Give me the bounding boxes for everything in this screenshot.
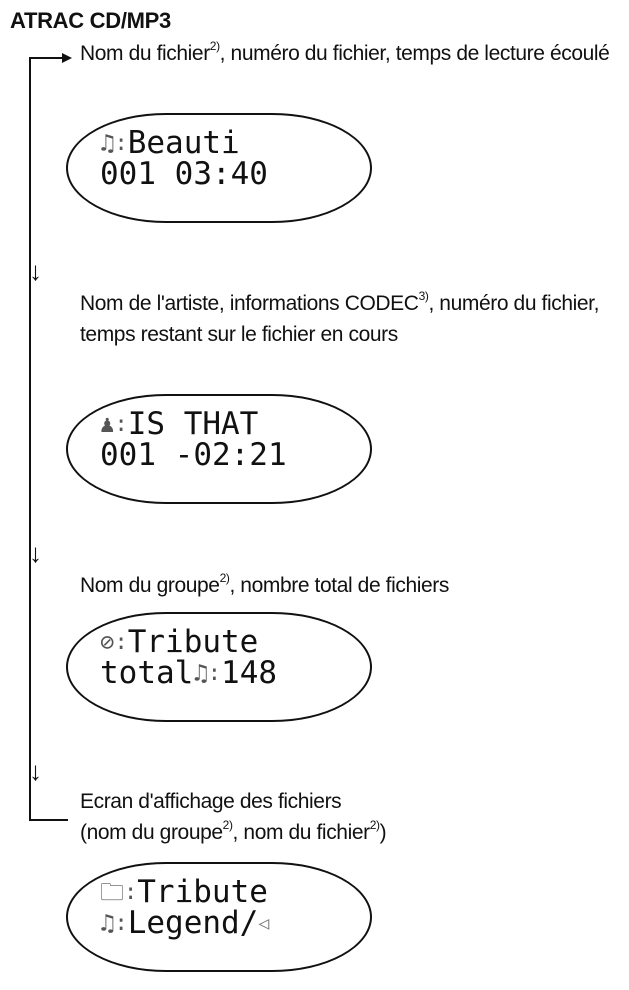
lcd-line-1: 🗀:Tribute (100, 874, 268, 910)
lcd-file-number-elapsed: 001 03:40 (100, 156, 268, 192)
step-2-description: Nom de l'artiste, informations CODEC$^{3)}$, numéro du fichier, temps restant sur le fichier en cours (80, 289, 600, 346)
folder-icon: 🗀 (100, 878, 124, 906)
down-arrow-2: ↓ (29, 538, 42, 568)
lcd-display-step-1 (66, 113, 372, 223)
lcd-display-step-4 (66, 862, 372, 972)
lcd-group-name: Tribute (127, 624, 259, 660)
lcd-line-2: total♫:148 (100, 655, 278, 691)
lcd-line-2 (100, 158, 268, 190)
lcd-display-step-2 (66, 394, 372, 504)
scroll-left-icon: ◁ (258, 913, 270, 934)
lcd-line-1: ♟:IS THAT (100, 406, 259, 442)
down-arrow-1: ↓ (29, 256, 42, 286)
lcd-group-name: Tribute (137, 874, 268, 910)
music-note-icon: ♫ (193, 659, 208, 687)
page-title: ATRAC CD/MP3 (10, 8, 171, 33)
artist-icon: ♟ (100, 410, 115, 438)
lcd-line-1: ⊘:Tribute (100, 624, 259, 660)
lcd-line-1: ♫:Beauti (100, 125, 240, 161)
lcd-file-name: Beauti (127, 125, 240, 161)
lcd-file-name: Legend/ (127, 905, 259, 941)
lcd-total-count: 148 (221, 655, 278, 691)
lcd-artist-name: IS THAT (127, 406, 259, 442)
lcd-display-step-3 (66, 612, 372, 722)
lcd-file-number-remaining: 001 -02:21 (100, 437, 287, 473)
music-note-icon: ♫ (100, 909, 115, 937)
step-1-description: Nom du fichier$^{2)}$, numéro du fichier, temps de lecture écoulé (80, 39, 610, 65)
lcd-line-2 (100, 439, 287, 471)
lcd-line-2: ♫:Legend/◁ (100, 905, 270, 941)
step-3-description: Nom du groupe$^{2)}$, nombre total de fichiers (80, 571, 449, 597)
music-note-icon: ♫ (100, 129, 115, 157)
group-icon: ⊘ (100, 628, 115, 656)
step-4-description: Ecran d'affichage des fichiers (nom du groupe$^{2)}$, nom du fichier$^{2)}$) (80, 790, 387, 844)
lcd-total-label: total (100, 655, 194, 691)
down-arrow-3: ↓ (29, 756, 42, 786)
